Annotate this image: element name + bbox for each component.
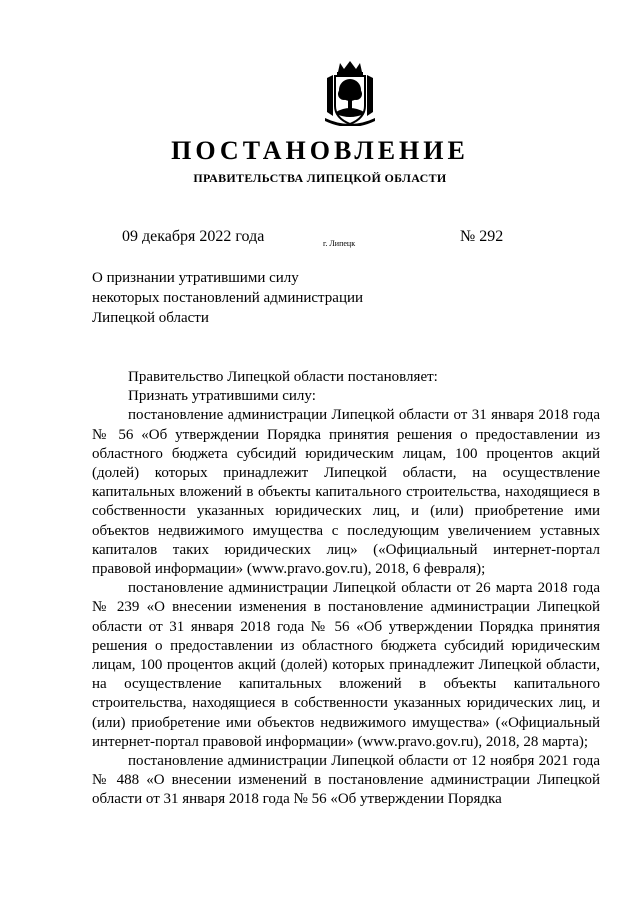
subject-line: О признании утратившими силу — [92, 270, 299, 286]
document-subject — [92, 268, 363, 328]
issuing-authority: ПРАВИТЕЛЬСТВА ЛИПЕЦКОЙ ОБЛАСТИ — [193, 171, 447, 185]
body-paragraph: постановление администрации Липецкой области от 26 марта 2018 года № 239 «О внесении изменения в постановление администрации Липецкой области от 31 января 2018 года № 56 «Об утверждении Порядка принятия решения о предоставлении из областного бюджета субсидий юридическим лицам, 100 процентов акций (долей) которых принадлежит Липецкой области, на осуществление капитальных вложений в объекты капитального строительства, находящиеся в собственности указанных юридических лиц, и (или) приобретение ими объектов недвижимого имущества» («Официальный интернет-портал правовой информации» (www.pravo.gov.ru), 2018, 28 марта); — [92, 580, 600, 750]
document-city: г. Липецк — [323, 239, 356, 248]
document-title: ПОСТАНОВЛЕНИЕ — [171, 136, 469, 165]
body-paragraph: постановление администрации Липецкой области от 31 января 2018 года № 56 «Об утверждении Порядка принятия решения о предоставлении из областного бюджета субсидий юридическим лицам, 100 процентов акций (долей) которых принадлежит Липецкой области, на осуществление капитальных вложений в объекты капитального строительства, находящиеся в собственности указанных юридических лиц, и (или) приобретение ими объектов недвижимого имущества с последующим увеличением уставных капиталов таких юридических лиц» («Официальный интернет-портал правовой информации» (www.pravo.gov.ru), 2018, 6 февраля); — [92, 407, 600, 578]
body-paragraph: Правительство Липецкой области постановляет: — [128, 369, 438, 385]
subject-line: некоторых постановлений администрации — [92, 290, 364, 306]
body-paragraph: Признать утратившими силу: — [128, 388, 316, 405]
document-number: № 292 — [460, 228, 504, 245]
coat-of-arms-icon — [323, 60, 377, 126]
subject-line: Липецкой области — [92, 310, 209, 326]
document-date: 09 декабря 2022 года — [122, 228, 265, 245]
body-paragraph: постановление администрации Липецкой области от 12 ноября 2021 года № 488 «О внесении изменений в постановление администрации Липецкой области от 31 января 2018 года № 56 «Об утверждении Порядка — [92, 753, 600, 808]
document-body — [92, 368, 600, 810]
